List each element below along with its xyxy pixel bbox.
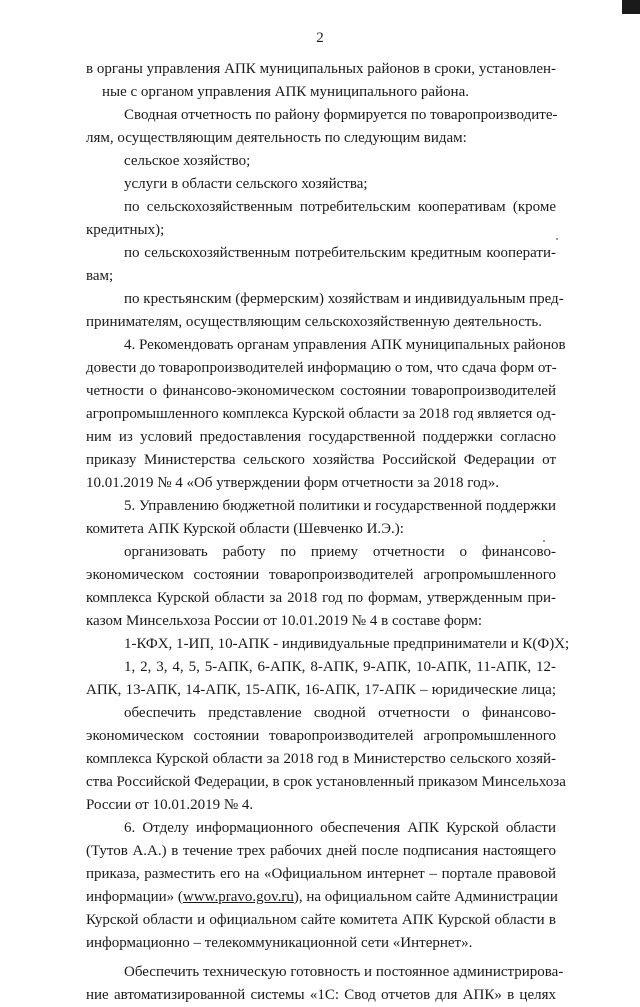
text-line: 10.01.2019 № 4 «Об утверждении форм отчетности за 2018 год».: [86, 475, 500, 491]
text-line: по крестьянским (фермерским) хозяйствам и индивидуальным пред-: [124, 291, 564, 307]
text-line: 4. Рекомендовать органам управления АПК муниципальных районов: [124, 337, 566, 353]
document-body: [86, 58, 570, 1007]
text-line: АПК, 13-АПК, 14-АПК, 15-АПК, 16-АПК, 17-АПК – юридические лица;: [86, 682, 556, 698]
text-line: сельское хозяйство;: [124, 153, 251, 169]
text-line: экономическом состоянии товаропроизводителей агропромышленного: [86, 567, 556, 583]
link-prefix-text: информации» (: [86, 889, 183, 905]
text-line: четности о финансово-экономическом состоянии товаропроизводителей: [86, 383, 556, 399]
text-line: организовать работу по приему отчетности о финансово-: [124, 544, 556, 560]
text-line: 1-КФХ, 1-ИП, 10-АПК - индивидуальные предприниматели и К(Ф)Х;: [124, 636, 570, 652]
text-line: приказу Министерства сельского хозяйства Российской Федерации от: [86, 452, 556, 468]
scan-speck: [556, 238, 558, 240]
text-line: вам;: [86, 268, 114, 284]
text-line: кредитных);: [86, 222, 165, 238]
text-line: (Тутов А.А.) в течение трех рабочих дней после подписания настоящего: [86, 843, 556, 859]
text-line: агропромышленного комплекса Курской области за 2018 год является од-: [86, 406, 556, 422]
text-line: России от 10.01.2019 № 4.: [86, 797, 254, 813]
text-line: приказа, разместить его на «Официальном интернет – портале правовой: [86, 866, 556, 882]
text-line: лям, осуществляющим деятельность по следующим видам:: [86, 130, 467, 146]
text-line: по сельскохозяйственным потребительским кредитным кооперати-: [124, 245, 556, 261]
text-line: довести до товаропроизводителей информацию о том, что сдача форм от-: [86, 360, 557, 376]
text-line: экономическом состоянии товаропроизводителей агропромышленного: [86, 728, 556, 744]
text-line: ства Российской Федерации, в срок установленный приказом Минсельхоза: [86, 774, 566, 790]
text-line: услуги в области сельского хозяйства;: [124, 176, 368, 192]
text-line: по сельскохозяйственным потребительским кооперативам (кроме: [124, 199, 556, 215]
text-line: Курской области и официальном сайте комитета АПК Курской области в: [86, 912, 556, 928]
text-line-with-link: [86, 886, 556, 909]
text-line: комитета АПК Курской области (Шевченко И.Э.):: [86, 521, 404, 537]
text-line: Сводная отчетность по району формируется по товаропроизводите-: [124, 107, 558, 123]
text-line: Обеспечить техническую готовность и постоянное администрирова-: [124, 964, 564, 980]
text-line: комплекса Курской области за 2018 год в Министерство сельского хозяй-: [86, 751, 556, 767]
pravo-gov-link[interactable]: www.pravo.gov.ru: [182, 889, 294, 905]
text-line: обеспечить представление сводной отчетности о финансово-: [124, 705, 556, 721]
text-line: комплекса Курской области за 2018 год по формам, утвержденным при-: [86, 590, 556, 606]
text-line: ние автоматизированной системы «1С: Свод отчетов для АПК» в целях: [86, 987, 556, 1003]
text-line: 6. Отделу информационного обеспечения АПК Курской области: [124, 820, 556, 836]
text-line: 5. Управлению бюджетной политики и государственной поддержки: [124, 498, 557, 514]
text-line: в органы управления АПК муниципальных районов в сроки, установлен-: [86, 61, 556, 77]
text-line: информационно – телекоммуникационной сети «Интернет».: [86, 935, 473, 951]
text-line: принимателям, осуществляющим сельскохозяйственную деятельность.: [86, 314, 543, 330]
page-number: 2: [316, 30, 324, 46]
text-line: казом Минсельхоза России от 10.01.2019 № 4 в составе форм:: [86, 613, 483, 629]
scan-corner-mark: [622, 0, 640, 14]
text-line: 1, 2, 3, 4, 5, 5-АПК, 6-АПК, 8-АПК, 9-АПК, 10-АПК, 11-АПК, 12-: [124, 659, 556, 675]
link-suffix-text: ), на официальном сайте Администрации: [293, 889, 558, 905]
text-line: ные с органом управления АПК муниципального района.: [102, 84, 469, 100]
text-line: ним из условий предоставления государственной поддержки согласно: [86, 429, 556, 445]
